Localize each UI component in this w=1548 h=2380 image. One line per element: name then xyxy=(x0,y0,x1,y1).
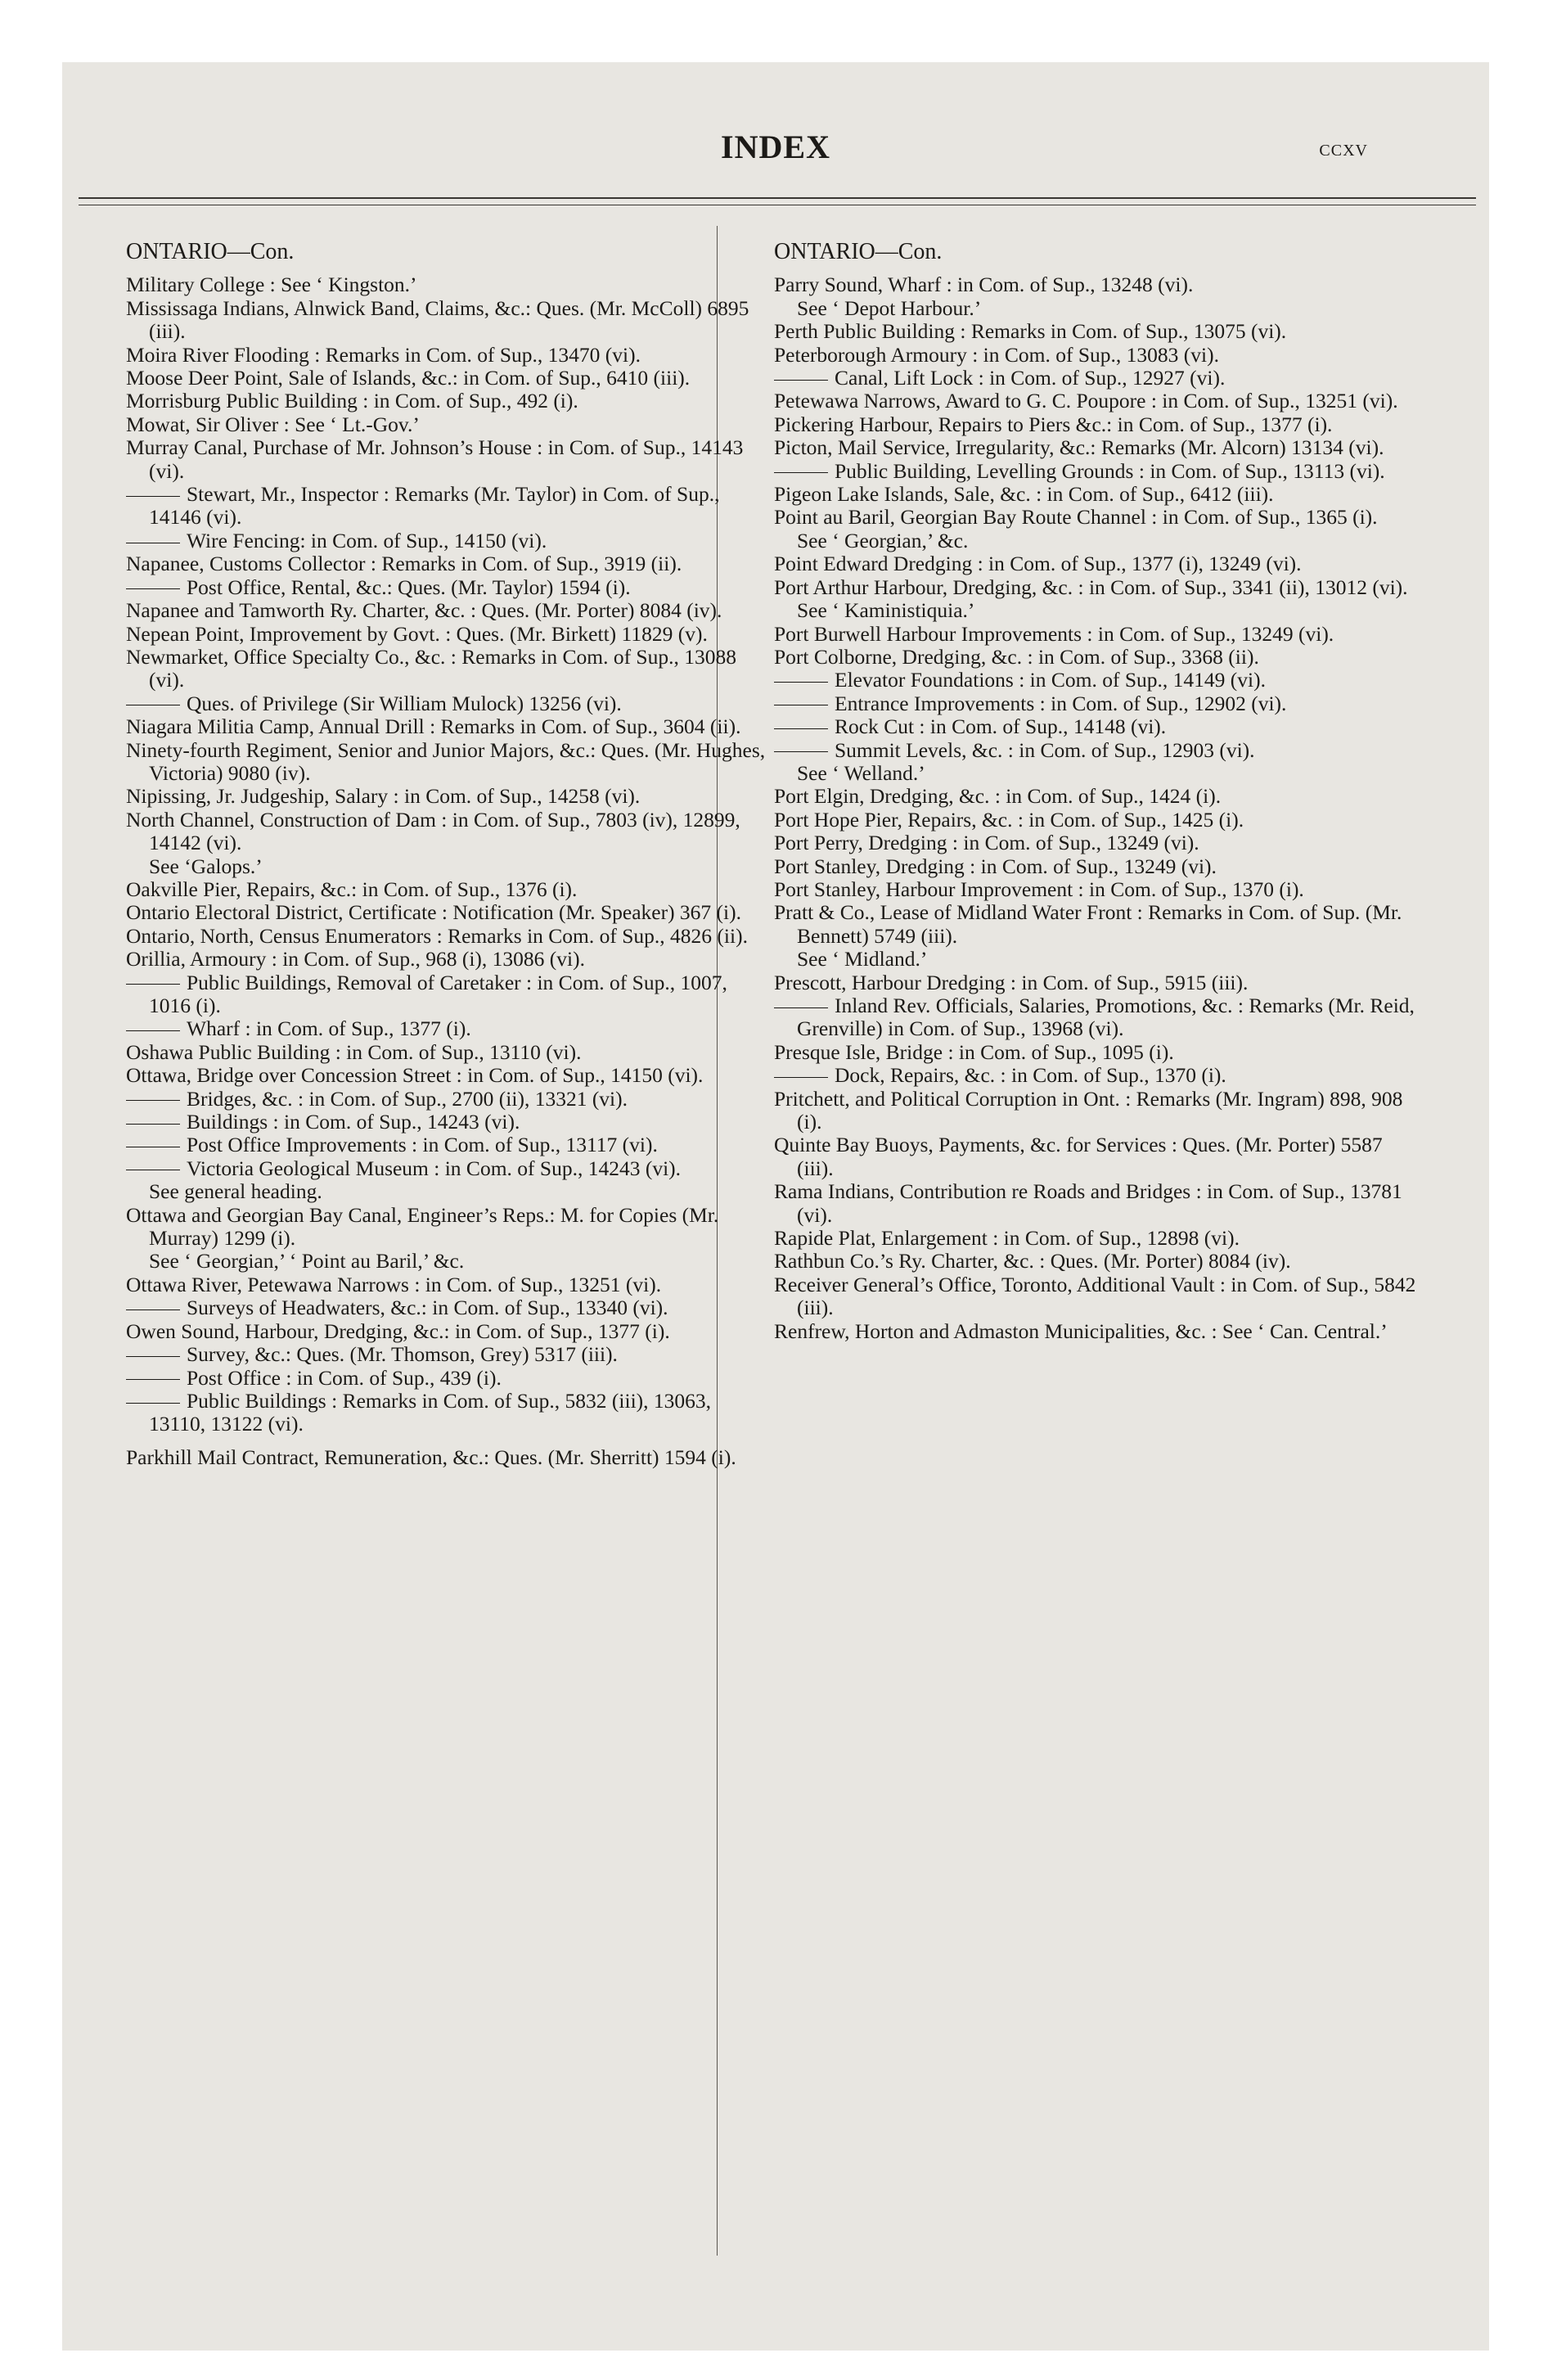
section-heading: ONTARIO—Con. xyxy=(126,239,295,264)
index-entry xyxy=(774,344,1420,367)
entry-text: Perth Public Building : Remarks in Com. of Sup., 13075 (vi). xyxy=(774,319,1287,344)
entry-text: North Channel, Construction of Dam : in Com. of Sup., 7803 (iv), 12899, 14142 (vi). xyxy=(126,807,740,855)
index-entry xyxy=(774,809,1420,832)
entry-text: Niagara Militia Camp, Annual Drill : Remarks in Com. of Sup., 3604 (ii). xyxy=(126,714,741,739)
index-entry xyxy=(774,832,1420,854)
entry-text: Receiver General’s Office, Toronto, Additional Vault : in Com. of Sup., 5842 (iii). xyxy=(774,1272,1416,1320)
entry-text: Inland Rev. Officials, Salaries, Promotions, &c. : Remarks (Mr. Reid, Grenville) in Com. of Sup., 13968 (vi). xyxy=(797,994,1415,1041)
ditto-dash xyxy=(126,588,180,589)
entry-text: Public Buildings, Removal of Caretaker : in Com. of Sup., 1007, 1016 (i). xyxy=(149,970,727,1017)
entry-text: Canal, Lift Lock : in Com. of Sup., 12927 (vi). xyxy=(835,366,1226,390)
index-entry xyxy=(774,552,1420,575)
index-entry xyxy=(774,320,1420,343)
index-entry xyxy=(126,599,772,622)
entry-text: Murray Canal, Purchase of Mr. Johnson’s House : in Com. of Sup., 14143 (vi). xyxy=(126,435,744,483)
index-entry xyxy=(774,971,1420,994)
entry-text: Victoria Geological Museum : in Com. of Sup., 14243 (vi). xyxy=(187,1156,682,1180)
index-entry xyxy=(126,576,772,599)
entry-text: Rock Cut : in Com. of Sup., 14148 (vi). xyxy=(835,714,1167,739)
entry-text: Surveys of Headwaters, &c.: in Com. of Sup., 13340 (vi). xyxy=(187,1296,668,1320)
index-entry xyxy=(774,273,1420,296)
index-entry xyxy=(126,1064,772,1087)
page-scan xyxy=(62,62,1489,2351)
entry-text: Presque Isle, Bridge : in Com. of Sup., 1095 (i). xyxy=(774,1039,1174,1064)
index-entry xyxy=(774,739,1420,762)
index-entry xyxy=(126,623,772,646)
entry-text: Port Hope Pier, Repairs, &c. : in Com. of Sup., 1425 (i). xyxy=(774,807,1244,832)
ditto-dash xyxy=(126,1030,180,1031)
entry-text: Buildings : in Com. of Sup., 14243 (vi). xyxy=(187,1110,520,1134)
index-entry xyxy=(774,623,1420,646)
entry-text: Ontario Electoral District, Certificate : Notification (Mr. Speaker) 367 (i). xyxy=(126,900,742,925)
index-entry xyxy=(126,1204,772,1251)
entry-text: Ottawa River, Petewawa Narrows : in Com. of Sup., 13251 (vi). xyxy=(126,1272,662,1296)
entry-text: See ‘ Midland.’ xyxy=(797,947,928,971)
index-entry xyxy=(774,669,1420,692)
entry-text: Pickering Harbour, Repairs to Piers &c.: in Com. of Sup., 1377 (i). xyxy=(774,412,1333,436)
index-entry xyxy=(126,878,772,901)
index-entry xyxy=(126,1157,772,1180)
index-entry xyxy=(774,1273,1420,1320)
entry-text: Pigeon Lake Islands, Sale, &c. : in Com. of Sup., 6412 (iii). xyxy=(774,482,1274,507)
index-entry xyxy=(774,1320,1420,1343)
entry-text: Port Stanley, Dredging : in Com. of Sup., 13249 (vi). xyxy=(774,854,1217,878)
index-entry xyxy=(126,344,772,367)
ditto-dash xyxy=(126,1356,180,1357)
ditto-dash xyxy=(126,1100,180,1101)
index-entry xyxy=(774,692,1420,715)
entry-text: Public Building, Levelling Grounds : in Com. of Sup., 13113 (vi). xyxy=(835,458,1385,483)
entry-text: Ottawa and Georgian Bay Canal, Engineer’s Reps.: M. for Copies (Mr. Murray) 1299 (i). xyxy=(126,1202,719,1251)
ditto-dash xyxy=(126,984,180,985)
index-entry xyxy=(126,1250,772,1273)
entry-text: See ‘ Welland.’ xyxy=(797,760,925,785)
index-entry xyxy=(126,297,772,344)
index-entry xyxy=(774,646,1420,669)
entry-text: Prescott, Harbour Dredging : in Com. of Sup., 5915 (iii). xyxy=(774,970,1249,994)
index-entry xyxy=(126,1111,772,1134)
index-entry xyxy=(126,1180,772,1203)
entry-text: Quinte Bay Buoys, Payments, &c. for Services : Ques. (Mr. Porter) 5587 (iii). xyxy=(774,1133,1383,1180)
entry-text: Port Burwell Harbour Improvements : in Com. of Sup., 13249 (vi). xyxy=(774,621,1334,646)
entry-text: See ‘ Kaministiquia.’ xyxy=(797,598,975,623)
entry-text: Morrisburg Public Building : in Com. of Sup., 492 (i). xyxy=(126,389,578,413)
entry-text: Rama Indians, Contribution re Roads and Bridges : in Com. of Sup., 13781 (vi). xyxy=(774,1179,1402,1227)
index-entry xyxy=(126,809,772,855)
index-entry xyxy=(774,855,1420,878)
index-entry xyxy=(126,367,772,390)
entry-text: Stewart, Mr., Inspector : Remarks (Mr. Taylor) in Com. of Sup., 14146 (vi). xyxy=(149,482,720,530)
index-entry xyxy=(126,1320,772,1343)
index-entry xyxy=(126,1446,772,1469)
ditto-dash xyxy=(774,682,828,683)
entry-text: Summit Levels, &c. : in Com. of Sup., 12903 (vi). xyxy=(835,737,1255,762)
entry-text: Post Office Improvements : in Com. of Sup., 13117 (vi). xyxy=(187,1133,658,1157)
index-entry xyxy=(774,599,1420,622)
index-entry xyxy=(774,948,1420,971)
page-number: ccxv xyxy=(1319,136,1368,161)
index-entry xyxy=(774,460,1420,483)
entry-text: Petewawa Narrows, Award to G. C. Poupore : in Com. of Sup., 13251 (vi). xyxy=(774,389,1398,413)
ditto-dash xyxy=(774,472,828,473)
entry-text: See general heading. xyxy=(149,1179,322,1204)
index-entry xyxy=(774,530,1420,552)
entry-text: Rathbun Co.’s Ry. Charter, &c. : Ques. (Mr. Porter) 8084 (iv). xyxy=(774,1249,1291,1273)
entry-text: Napanee, Customs Collector : Remarks in Com. of Sup., 3919 (ii). xyxy=(126,552,682,576)
ditto-dash xyxy=(126,1403,180,1404)
entry-text: Oshawa Public Building : in Com. of Sup., 13110 (vi). xyxy=(126,1039,582,1064)
entry-text: Entrance Improvements : in Com. of Sup., 12902 (vi). xyxy=(835,691,1287,715)
entry-list xyxy=(774,273,1420,1343)
entry-text: Parkhill Mail Contract, Remuneration, &c.: Ques. (Mr. Sherritt) 1594 (i). xyxy=(126,1445,736,1469)
index-entry xyxy=(126,925,772,948)
entry-text: Renfrew, Horton and Admaston Municipalities, &c. : See ‘ Can. Central.’ xyxy=(774,1318,1388,1343)
entry-text: Pritchett, and Political Corruption in Ont. : Remarks (Mr. Ingram) 898, 908 (i). xyxy=(774,1086,1403,1134)
index-entry xyxy=(126,413,772,436)
entry-text: Pratt & Co., Lease of Midland Water Front : Remarks in Com. of Sup. (Mr. Bennett) 5749 (iii). xyxy=(774,900,1402,948)
entry-text: See ‘Galops.’ xyxy=(149,854,263,878)
index-entry xyxy=(126,1390,772,1436)
index-entry xyxy=(126,1041,772,1064)
index-entry xyxy=(126,1367,772,1390)
entry-text: Post Office, Rental, &c.: Ques. (Mr. Taylor) 1594 (i). xyxy=(187,575,631,599)
entry-text: Rapide Plat, Enlargement : in Com. of Sup., 12898 (vi). xyxy=(774,1226,1240,1251)
index-entry xyxy=(774,297,1420,320)
index-entry xyxy=(774,1250,1420,1273)
entry-text: Port Perry, Dredging : in Com. of Sup., 13249 (vi). xyxy=(774,831,1199,855)
entry-text: Bridges, &c. : in Com. of Sup., 2700 (ii), 13321 (vi). xyxy=(187,1086,628,1111)
entry-text: Oakville Pier, Repairs, &c.: in Com. of Sup., 1376 (i). xyxy=(126,877,578,901)
index-entry xyxy=(774,367,1420,390)
ditto-dash xyxy=(126,1379,180,1380)
ditto-dash xyxy=(126,1124,180,1125)
entry-text: Moira River Flooding : Remarks in Com. of Sup., 13470 (vi). xyxy=(126,342,641,367)
entry-text: Ninety-fourth Regiment, Senior and Junior Majors, &c.: Ques. (Mr. Hughes, Victoria) 9080 (iv). xyxy=(126,737,766,785)
ditto-dash xyxy=(774,728,828,729)
index-entry xyxy=(774,1180,1420,1227)
index-entry xyxy=(126,1017,772,1040)
index-entry xyxy=(774,715,1420,738)
index-entry xyxy=(774,1088,1420,1134)
ditto-dash xyxy=(126,496,180,497)
entry-text: Military College : See ‘ Kingston.’ xyxy=(126,273,417,297)
entry-text: Survey, &c.: Ques. (Mr. Thomson, Grey) 5317 (iii). xyxy=(187,1342,618,1367)
index-entry xyxy=(774,785,1420,808)
index-entry xyxy=(126,785,772,808)
index-entry xyxy=(126,855,772,878)
entry-text: Wire Fencing: in Com. of Sup., 14150 (vi). xyxy=(187,528,547,552)
index-entry xyxy=(774,436,1420,459)
entry-text: Ontario, North, Census Enumerators : Remarks in Com. of Sup., 4826 (ii). xyxy=(126,923,748,948)
index-entry xyxy=(126,715,772,738)
index-entry xyxy=(774,1064,1420,1087)
entry-text: See ‘ Georgian,’ &c. xyxy=(797,528,969,552)
entry-text: Port Arthur Harbour, Dredging, &c. : in Com. of Sup., 3341 (ii), 13012 (vi). xyxy=(774,575,1408,599)
index-entry xyxy=(774,413,1420,436)
index-entry xyxy=(774,901,1420,948)
index-entry xyxy=(126,273,772,296)
entry-text: Moose Deer Point, Sale of Islands, &c.: in Com. of Sup., 6410 (iii). xyxy=(126,366,691,390)
entry-text: Napanee and Tamworth Ry. Charter, &c. : Ques. (Mr. Porter) 8084 (iv). xyxy=(126,598,722,623)
index-entry xyxy=(774,506,1420,529)
page-title: INDEX xyxy=(721,128,830,165)
entry-text: Ottawa, Bridge over Concession Street : in Com. of Sup., 14150 (vi). xyxy=(126,1063,704,1088)
index-entry xyxy=(774,390,1420,412)
entry-text: Wharf : in Com. of Sup., 1377 (i). xyxy=(187,1016,471,1041)
index-entry xyxy=(126,1343,772,1366)
entry-text: Dock, Repairs, &c. : in Com. of Sup., 1370 (i). xyxy=(835,1063,1226,1088)
index-entry xyxy=(126,1273,772,1296)
index-entry xyxy=(126,436,772,483)
entry-text: Point au Baril, Georgian Bay Route Channel : in Com. of Sup., 1365 (i). xyxy=(774,505,1378,530)
index-entry xyxy=(126,1134,772,1156)
index-entry xyxy=(774,1227,1420,1250)
index-entry xyxy=(774,878,1420,901)
index-entry xyxy=(126,739,772,786)
entry-text: Elevator Foundations : in Com. of Sup., 14149 (vi). xyxy=(835,668,1266,692)
ditto-dash xyxy=(774,1007,828,1008)
header-rule xyxy=(79,197,1476,199)
index-entry xyxy=(774,483,1420,506)
index-entry xyxy=(126,483,772,530)
entry-text: Parry Sound, Wharf : in Com. of Sup., 13248 (vi). xyxy=(774,273,1194,297)
index-entry xyxy=(126,530,772,552)
index-entry xyxy=(126,1088,772,1111)
index-entry xyxy=(126,1296,772,1319)
entry-text: Port Colborne, Dredging, &c. : in Com. of Sup., 3368 (ii). xyxy=(774,644,1259,669)
entry-text: Picton, Mail Service, Irregularity, &c.: Remarks (Mr. Alcorn) 13134 (vi). xyxy=(774,435,1384,460)
entry-text: Nipissing, Jr. Judgeship, Salary : in Com. of Sup., 14258 (vi). xyxy=(126,784,641,809)
index-entry xyxy=(774,762,1420,785)
right-column xyxy=(774,241,1420,1343)
page-header xyxy=(62,128,1489,177)
ditto-dash xyxy=(774,1077,828,1078)
index-entry xyxy=(126,971,772,1018)
index-entry xyxy=(126,390,772,412)
entry-text: Public Buildings : Remarks in Com. of Sup., 5832 (iii), 13063, 13110, 13122 (vi). xyxy=(149,1388,712,1436)
entry-text: See ‘ Depot Harbour.’ xyxy=(797,295,982,320)
index-entry xyxy=(774,1041,1420,1064)
entry-text: See ‘ Georgian,’ ‘ Point au Baril,’ &c. xyxy=(149,1249,465,1273)
index-entry xyxy=(774,994,1420,1041)
index-entry xyxy=(126,646,772,692)
entry-list xyxy=(126,273,772,1469)
left-column xyxy=(126,241,772,1469)
entry-text: Port Elgin, Dredging, &c. : in Com. of Sup., 1424 (i). xyxy=(774,784,1222,809)
entry-text: Orillia, Armoury : in Com. of Sup., 968 (i), 13086 (vi). xyxy=(126,947,585,971)
entry-text: Post Office : in Com. of Sup., 439 (i). xyxy=(187,1365,502,1390)
ditto-dash xyxy=(774,380,828,381)
ditto-dash xyxy=(774,751,828,752)
index-entry xyxy=(126,901,772,924)
index-entry xyxy=(126,948,772,971)
entry-text: Newmarket, Office Specialty Co., &c. : Remarks in Com. of Sup., 13088 (vi). xyxy=(126,644,736,692)
entry-text: Mississaga Indians, Alnwick Band, Claims, &c.: Ques. (Mr. McColl) 6895 (iii). xyxy=(126,295,749,344)
ditto-dash xyxy=(126,1309,180,1310)
index-entry xyxy=(126,552,772,575)
index-entry xyxy=(774,1134,1420,1180)
entry-text: Mowat, Sir Oliver : See ‘ Lt.-Gov.’ xyxy=(126,412,420,436)
entry-text: Owen Sound, Harbour, Dredging, &c.: in Com. of Sup., 1377 (i). xyxy=(126,1318,670,1343)
entry-text: Port Stanley, Harbour Improvement : in Com. of Sup., 1370 (i). xyxy=(774,877,1304,901)
index-entry xyxy=(126,692,772,715)
index-entry xyxy=(774,576,1420,599)
entry-text: Nepean Point, Improvement by Govt. : Ques. (Mr. Birkett) 11829 (v). xyxy=(126,621,708,646)
entry-text: Peterborough Armoury : in Com. of Sup., 13083 (vi). xyxy=(774,342,1219,367)
section-heading: ONTARIO—Con. xyxy=(774,239,943,264)
entry-text: Ques. of Privilege (Sir William Mulock) 13256 (vi). xyxy=(187,691,622,715)
entry-text: Point Edward Dredging : in Com. of Sup., 1377 (i), 13249 (vi). xyxy=(774,552,1302,576)
